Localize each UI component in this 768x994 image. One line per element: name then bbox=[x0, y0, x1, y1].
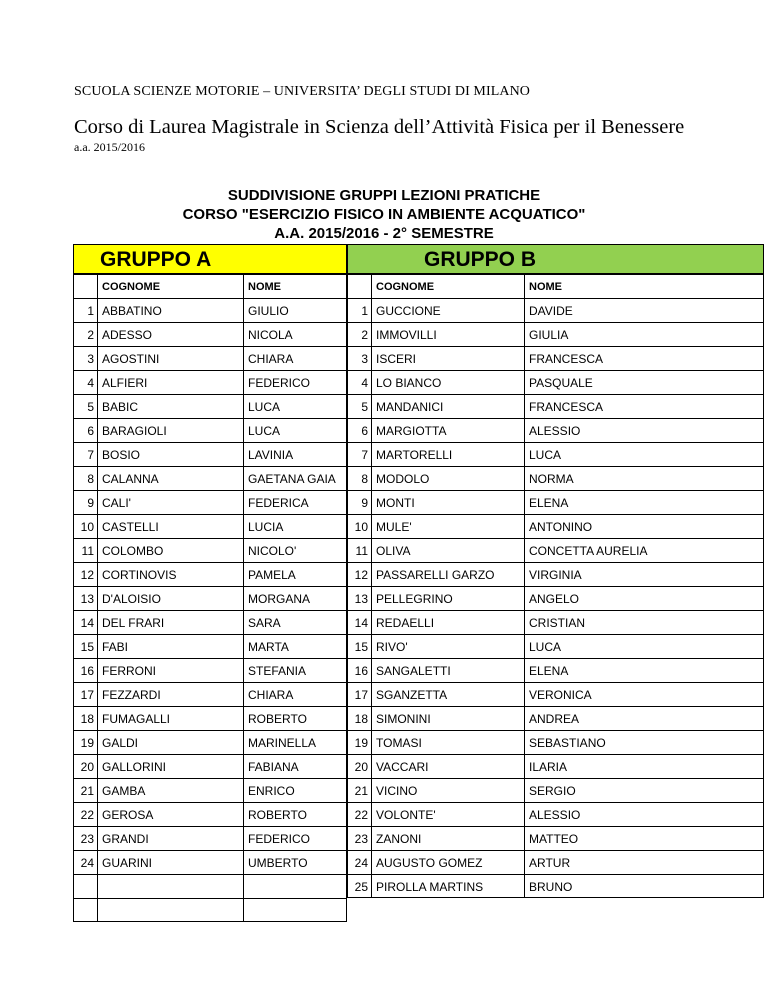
group-b-name: SERGIO bbox=[524, 778, 764, 802]
group-b-surname: PELLEGRINO bbox=[371, 586, 524, 610]
group-b-surname: LO BIANCO bbox=[371, 370, 524, 394]
group-b-name: ANDREA bbox=[524, 706, 764, 730]
group-a-label: GRUPPO A bbox=[100, 248, 212, 271]
group-a-name: ROBERTO bbox=[243, 706, 347, 730]
group-b-name: CRISTIAN bbox=[524, 610, 764, 634]
group-b-number-header bbox=[347, 274, 371, 298]
group-b-surname-header: COGNOME bbox=[371, 274, 524, 298]
group-a-name: MORGANA bbox=[243, 586, 347, 610]
group-b-name: DAVIDE bbox=[524, 298, 764, 322]
group-b-name: NORMA bbox=[524, 466, 764, 490]
group-b-name: BRUNO bbox=[524, 874, 764, 898]
group-a-surname: CALI' bbox=[97, 490, 243, 514]
table-row bbox=[73, 730, 764, 754]
group-b-surname: TOMASI bbox=[371, 730, 524, 754]
group-a-number: 7 bbox=[73, 442, 97, 466]
table-row bbox=[73, 442, 764, 466]
group-a-name: ENRICO bbox=[243, 778, 347, 802]
table-row bbox=[73, 562, 764, 586]
group-a-surname: COLOMBO bbox=[97, 538, 243, 562]
group-b-name: ARTUR bbox=[524, 850, 764, 874]
group-b-name: VERONICA bbox=[524, 682, 764, 706]
group-a-surname: FABI bbox=[97, 634, 243, 658]
group-b-name: FRANCESCA bbox=[524, 346, 764, 370]
group-a-name: UMBERTO bbox=[243, 850, 347, 874]
group-b-name: ELENA bbox=[524, 490, 764, 514]
group-b-surname: IMMOVILLI bbox=[371, 322, 524, 346]
table-row bbox=[73, 538, 764, 562]
group-b-surname: ISCERI bbox=[371, 346, 524, 370]
group-a-number: 9 bbox=[73, 490, 97, 514]
table-row bbox=[73, 298, 764, 322]
group-a-surname: AGOSTINI bbox=[97, 346, 243, 370]
group-b-number: 11 bbox=[347, 538, 371, 562]
table-row bbox=[73, 898, 764, 922]
group-b-surname: SGANZETTA bbox=[371, 682, 524, 706]
group-a-number: 4 bbox=[73, 370, 97, 394]
group-a-name: FEDERICO bbox=[243, 826, 347, 850]
group-b-label: GRUPPO B bbox=[424, 248, 537, 271]
group-a-name bbox=[243, 874, 347, 898]
group-b-name: SEBASTIANO bbox=[524, 730, 764, 754]
group-a-number: 1 bbox=[73, 298, 97, 322]
group-b-surname: MARGIOTTA bbox=[371, 418, 524, 442]
sheet-title-line-2: CORSO "ESERCIZIO FISICO IN AMBIENTE ACQUATICO" bbox=[182, 206, 586, 223]
group-a-number: 15 bbox=[73, 634, 97, 658]
group-a-number: 11 bbox=[73, 538, 97, 562]
group-b-surname: AUGUSTO GOMEZ bbox=[371, 850, 524, 874]
table-row bbox=[73, 346, 764, 370]
group-b-number: 1 bbox=[347, 298, 371, 322]
group-b-number: 25 bbox=[347, 874, 371, 898]
group-a-surname: BARAGIOLI bbox=[97, 418, 243, 442]
group-b-name: ALESSIO bbox=[524, 802, 764, 826]
group-a-number: 16 bbox=[73, 658, 97, 682]
group-a-name: STEFANIA bbox=[243, 658, 347, 682]
group-a-name: LUCA bbox=[243, 394, 347, 418]
group-a-surname: GEROSA bbox=[97, 802, 243, 826]
group-a-name: FEDERICA bbox=[243, 490, 347, 514]
group-a-surname: D'ALOISIO bbox=[97, 586, 243, 610]
group-a-name: GIULIO bbox=[243, 298, 347, 322]
group-b-number: 18 bbox=[347, 706, 371, 730]
group-a-number: 24 bbox=[73, 850, 97, 874]
group-a-name bbox=[243, 898, 347, 922]
group-b-name: ANTONINO bbox=[524, 514, 764, 538]
table-row bbox=[73, 610, 764, 634]
school-name: SCUOLA SCIENZE MOTORIE – UNIVERSITA’ DEGLI STUDI DI MILANO bbox=[74, 84, 531, 99]
academic-year: a.a. 2015/2016 bbox=[74, 140, 145, 154]
group-a-number: 5 bbox=[73, 394, 97, 418]
group-b-name: ILARIA bbox=[524, 754, 764, 778]
table-row bbox=[73, 802, 764, 826]
group-b-header bbox=[347, 244, 764, 274]
group-a-number: 23 bbox=[73, 826, 97, 850]
group-a-name: CHIARA bbox=[243, 682, 347, 706]
table-row bbox=[73, 586, 764, 610]
group-b-surname: ZANONI bbox=[371, 826, 524, 850]
group-b-number: 24 bbox=[347, 850, 371, 874]
group-a-name: FABIANA bbox=[243, 754, 347, 778]
group-b-number: 14 bbox=[347, 610, 371, 634]
table-row bbox=[73, 850, 764, 874]
table-row bbox=[73, 490, 764, 514]
group-a-surname: BOSIO bbox=[97, 442, 243, 466]
group-b-surname: MARTORELLI bbox=[371, 442, 524, 466]
group-b-number: 19 bbox=[347, 730, 371, 754]
group-a-surname: ALFIERI bbox=[97, 370, 243, 394]
group-b-name: ELENA bbox=[524, 658, 764, 682]
sheet-title-line-3: A.A. 2015/2016 - 2° SEMESTRE bbox=[274, 225, 494, 242]
table-row bbox=[73, 658, 764, 682]
group-a-name: LAVINIA bbox=[243, 442, 347, 466]
group-b-surname: MODOLO bbox=[371, 466, 524, 490]
group-a-number bbox=[73, 898, 97, 922]
table-row bbox=[73, 754, 764, 778]
group-b-surname: PIROLLA MARTINS bbox=[371, 874, 524, 898]
group-a-number: 17 bbox=[73, 682, 97, 706]
group-b-number: 5 bbox=[347, 394, 371, 418]
group-b-name: PASQUALE bbox=[524, 370, 764, 394]
group-a-name: MARINELLA bbox=[243, 730, 347, 754]
group-b-surname: MONTI bbox=[371, 490, 524, 514]
group-b-surname: GUCCIONE bbox=[371, 298, 524, 322]
group-a-surname: CASTELLI bbox=[97, 514, 243, 538]
group-b-surname: OLIVA bbox=[371, 538, 524, 562]
table-row bbox=[73, 682, 764, 706]
group-a-name-header: NOME bbox=[243, 274, 347, 298]
group-a-surname: CALANNA bbox=[97, 466, 243, 490]
group-a-name: MARTA bbox=[243, 634, 347, 658]
group-a-surname: FEZZARDI bbox=[97, 682, 243, 706]
table-row bbox=[73, 826, 764, 850]
group-b-name: LUCA bbox=[524, 634, 764, 658]
group-b-surname: REDAELLI bbox=[371, 610, 524, 634]
group-b-number: 10 bbox=[347, 514, 371, 538]
group-a-number: 3 bbox=[73, 346, 97, 370]
group-b-name: GIULIA bbox=[524, 322, 764, 346]
group-a-name: LUCIA bbox=[243, 514, 347, 538]
table-row bbox=[73, 394, 764, 418]
group-a-number-header bbox=[73, 274, 97, 298]
table-row bbox=[73, 778, 764, 802]
table-row bbox=[73, 514, 764, 538]
group-b-name: CONCETTA AURELIA bbox=[524, 538, 764, 562]
table-row bbox=[73, 418, 764, 442]
group-a-number: 22 bbox=[73, 802, 97, 826]
group-a-name: SARA bbox=[243, 610, 347, 634]
group-a-number: 10 bbox=[73, 514, 97, 538]
group-b-name: FRANCESCA bbox=[524, 394, 764, 418]
group-b-name: ALESSIO bbox=[524, 418, 764, 442]
group-b-name: VIRGINIA bbox=[524, 562, 764, 586]
column-header-row bbox=[73, 274, 764, 298]
group-b-surname: VICINO bbox=[371, 778, 524, 802]
group-a-number: 19 bbox=[73, 730, 97, 754]
group-a-surname: GRANDI bbox=[97, 826, 243, 850]
group-a-surname: GAMBA bbox=[97, 778, 243, 802]
group-a-surname: DEL FRARI bbox=[97, 610, 243, 634]
course-title: Corso di Laurea Magistrale in Scienza dell’Attività Fisica per il Benessere bbox=[74, 116, 685, 138]
group-b-number: 9 bbox=[347, 490, 371, 514]
group-a-surname: FUMAGALLI bbox=[97, 706, 243, 730]
group-b-number: 4 bbox=[347, 370, 371, 394]
group-a-surname: GUARINI bbox=[97, 850, 243, 874]
group-b-number: 20 bbox=[347, 754, 371, 778]
group-b-number: 17 bbox=[347, 682, 371, 706]
group-b-name: LUCA bbox=[524, 442, 764, 466]
group-b-number: 12 bbox=[347, 562, 371, 586]
group-a-number: 14 bbox=[73, 610, 97, 634]
group-a-name: GAETANA GAIA bbox=[243, 466, 347, 490]
group-a-name: PAMELA bbox=[243, 562, 347, 586]
group-b-number: 21 bbox=[347, 778, 371, 802]
group-a-surname: GALLORINI bbox=[97, 754, 243, 778]
group-a-name: LUCA bbox=[243, 418, 347, 442]
group-b-name-header: NOME bbox=[524, 274, 764, 298]
group-a-header bbox=[73, 244, 347, 274]
group-b-surname: RIVO' bbox=[371, 634, 524, 658]
group-a-name: CHIARA bbox=[243, 346, 347, 370]
group-b-surname: MANDANICI bbox=[371, 394, 524, 418]
group-b-name: ANGELO bbox=[524, 586, 764, 610]
group-a-surname: BABIC bbox=[97, 394, 243, 418]
group-b-number: 7 bbox=[347, 442, 371, 466]
group-b-number: 15 bbox=[347, 634, 371, 658]
group-a-surname: GALDI bbox=[97, 730, 243, 754]
sheet-title bbox=[0, 186, 768, 243]
group-b-number: 22 bbox=[347, 802, 371, 826]
table-row bbox=[73, 874, 764, 898]
group-b-number: 23 bbox=[347, 826, 371, 850]
group-b-number: 6 bbox=[347, 418, 371, 442]
group-a-surname bbox=[97, 874, 243, 898]
table-row bbox=[73, 466, 764, 490]
group-b-number: 13 bbox=[347, 586, 371, 610]
group-a-surname: FERRONI bbox=[97, 658, 243, 682]
group-a-number: 18 bbox=[73, 706, 97, 730]
table-row bbox=[73, 634, 764, 658]
group-b-name: MATTEO bbox=[524, 826, 764, 850]
group-a-surname: ADESSO bbox=[97, 322, 243, 346]
table-row bbox=[73, 370, 764, 394]
group-b-surname: SANGALETTI bbox=[371, 658, 524, 682]
group-a-surname: ABBATINO bbox=[97, 298, 243, 322]
group-a-number: 21 bbox=[73, 778, 97, 802]
group-a-number: 20 bbox=[73, 754, 97, 778]
group-a-number: 13 bbox=[73, 586, 97, 610]
group-b-surname: VOLONTE' bbox=[371, 802, 524, 826]
group-a-name: NICOLA bbox=[243, 322, 347, 346]
group-b-surname: PASSARELLI GARZO bbox=[371, 562, 524, 586]
group-a-name: FEDERICO bbox=[243, 370, 347, 394]
group-a-surname: CORTINOVIS bbox=[97, 562, 243, 586]
group-a-number: 2 bbox=[73, 322, 97, 346]
group-b-surname: SIMONINI bbox=[371, 706, 524, 730]
table-row bbox=[73, 706, 764, 730]
group-a-number: 6 bbox=[73, 418, 97, 442]
group-a-number: 12 bbox=[73, 562, 97, 586]
group-b-number: 2 bbox=[347, 322, 371, 346]
group-a-name: NICOLO' bbox=[243, 538, 347, 562]
group-b-surname: MULE' bbox=[371, 514, 524, 538]
sheet-title-line-1: SUDDIVISIONE GRUPPI LEZIONI PRATICHE bbox=[227, 187, 541, 204]
group-a-surname bbox=[97, 898, 243, 922]
group-a-surname-header: COGNOME bbox=[97, 274, 243, 298]
group-b-number: 3 bbox=[347, 346, 371, 370]
group-a-number: 8 bbox=[73, 466, 97, 490]
group-b-surname: VACCARI bbox=[371, 754, 524, 778]
group-b-number: 16 bbox=[347, 658, 371, 682]
group-a-name: ROBERTO bbox=[243, 802, 347, 826]
group-a-number bbox=[73, 874, 97, 898]
group-b-number: 8 bbox=[347, 466, 371, 490]
table-row bbox=[73, 322, 764, 346]
